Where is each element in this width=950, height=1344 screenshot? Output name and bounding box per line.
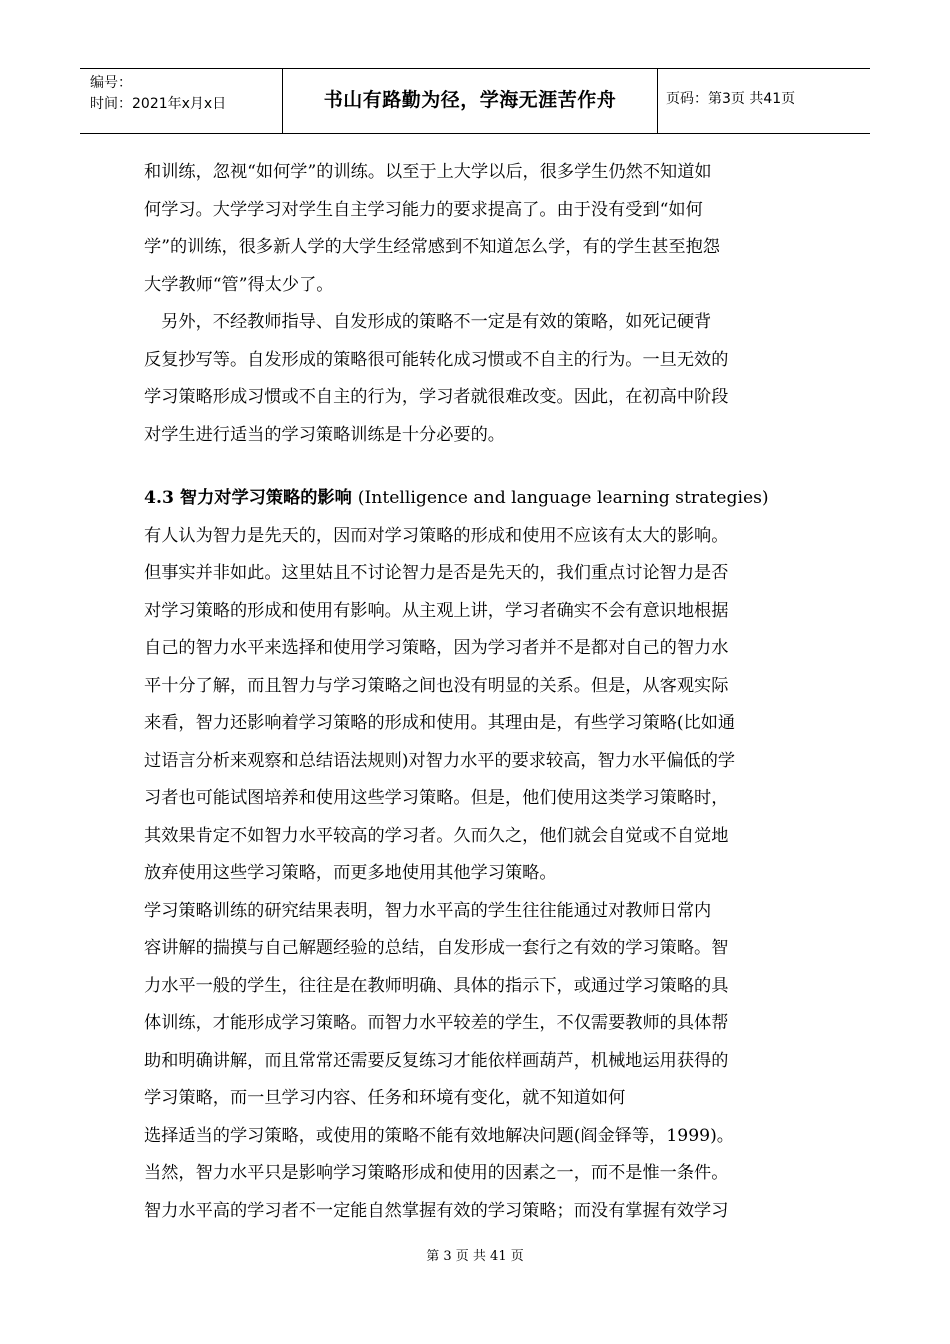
section-heading-english: (Intelligence and language learning strategies) xyxy=(357,488,769,508)
section-heading xyxy=(144,480,812,518)
document-date: 时间：2021年x月x日 xyxy=(90,96,227,112)
text-line: 大学教师“管”得太少了。 xyxy=(144,274,334,295)
section-heading-text: 4.3 智力对学习策略的影响 xyxy=(144,488,352,508)
text-line: 当然，智力水平只是影响学习策略形成和使用的因素之一，而不是惟一条件。 xyxy=(144,1163,729,1183)
text-line: 自己的智力水平来选择和使用学习策略，因为学习者并不是都对自己的智力水 xyxy=(144,638,729,658)
text-line: 反复抄写等。自发形成的策略很可能转化成习惯或不自主的行为。一旦无效的 xyxy=(144,349,729,370)
header-page-info: 页码：第3页 共41页 xyxy=(666,91,796,107)
text-line: 习者也可能试图培养和使用这些学习策略。但是，他们使用这类学习策略时， xyxy=(144,788,729,808)
text-line: 学习策略，而一旦学习内容、任务和环境有变化，就不知道如何 xyxy=(144,1088,626,1108)
header-meta xyxy=(80,69,283,133)
text-line: 体训练，才能形成学习策略。而智力水平较差的学生，不仅需要教师的具体帮 xyxy=(144,1013,729,1033)
paragraph-2 xyxy=(144,304,812,454)
text-line: 来看，智力还影响着学习策略的形成和使用。其理由是，有些学习策略(比如通 xyxy=(144,713,736,733)
text-line: 学”的训练，很多新人学的大学生经常感到不知道怎么学，有的学生甚至抱怨 xyxy=(144,237,720,257)
page-footer: 第 3 页 共 41 页 xyxy=(426,1249,524,1264)
text-line: 选择适当的学习策略，或使用的策略不能有效地解决问题(阎金铎等，1999)。 xyxy=(144,1125,734,1146)
page-header xyxy=(80,68,870,134)
text-line: 何学习。大学学习对学生自主学习能力的要求提高了。由于没有受到“如何 xyxy=(144,199,703,220)
document-number-label: 编号： xyxy=(90,75,132,91)
text-line: 但事实并非如此。这里姑且不讨论智力是否是先天的，我们重点讨论智力是否 xyxy=(144,563,729,583)
document-body xyxy=(144,154,812,1230)
text-line: 对学习策略的形成和使用有影响。从主观上讲，学习者确实不会有意识地根据 xyxy=(144,600,729,621)
text-line: 平十分了解，而且智力与学习策略之间也没有明显的关系。但是，从客观实际 xyxy=(144,675,729,696)
text-line: 另外，不经教师指导、自发形成的策略不一定是有效的策略，如死记硬背 xyxy=(144,312,712,332)
text-line: 过语言分析来观察和总结语法规则)对智力水平的要求较高，智力水平偏低的学 xyxy=(144,750,736,771)
paragraph-4 xyxy=(144,893,812,1156)
text-line: 助和明确讲解，而且常常还需要反复练习才能依样画葫芦，机械地运用获得的 xyxy=(144,1050,729,1071)
text-line: 学习策略训练的研究结果表明，智力水平高的学生往往能通过对教师日常内 xyxy=(144,900,712,921)
text-line: 有人认为智力是先天的，因而对学习策略的形成和使用不应该有太大的影响。 xyxy=(144,525,729,546)
header-motto: 书山有路勤为径，学海无涯苦作舟 xyxy=(283,69,658,133)
text-line: 容讲解的揣摸与自己解题经验的总结，自发形成一套行之有效的学习策略。智 xyxy=(144,938,729,958)
paragraph-1 xyxy=(144,154,812,304)
text-line: 学习策略形成习惯或不自主的行为，学习者就很难改变。因此，在初高中阶段 xyxy=(144,387,729,407)
text-line: 智力水平高的学习者不一定能自然掌握有效的学习策略；而没有掌握有效学习 xyxy=(144,1200,729,1221)
text-line: 对学生进行适当的学习策略训练是十分必要的。 xyxy=(144,424,505,445)
text-line: 其效果肯定不如智力水平较高的学习者。久而久之，他们就会自觉或不自觉地 xyxy=(144,825,729,846)
text-line: 放弃使用这些学习策略，而更多地使用其他学习策略。 xyxy=(144,863,557,883)
paragraph-3 xyxy=(144,518,812,893)
paragraph-5 xyxy=(144,1155,812,1230)
text-line: 和训练，忽视“如何学”的训练。以至于上大学以后，很多学生仍然不知道如 xyxy=(144,162,712,182)
text-line: 力水平一般的学生，往往是在教师明确、具体的指示下，或通过学习策略的具 xyxy=(144,975,729,996)
